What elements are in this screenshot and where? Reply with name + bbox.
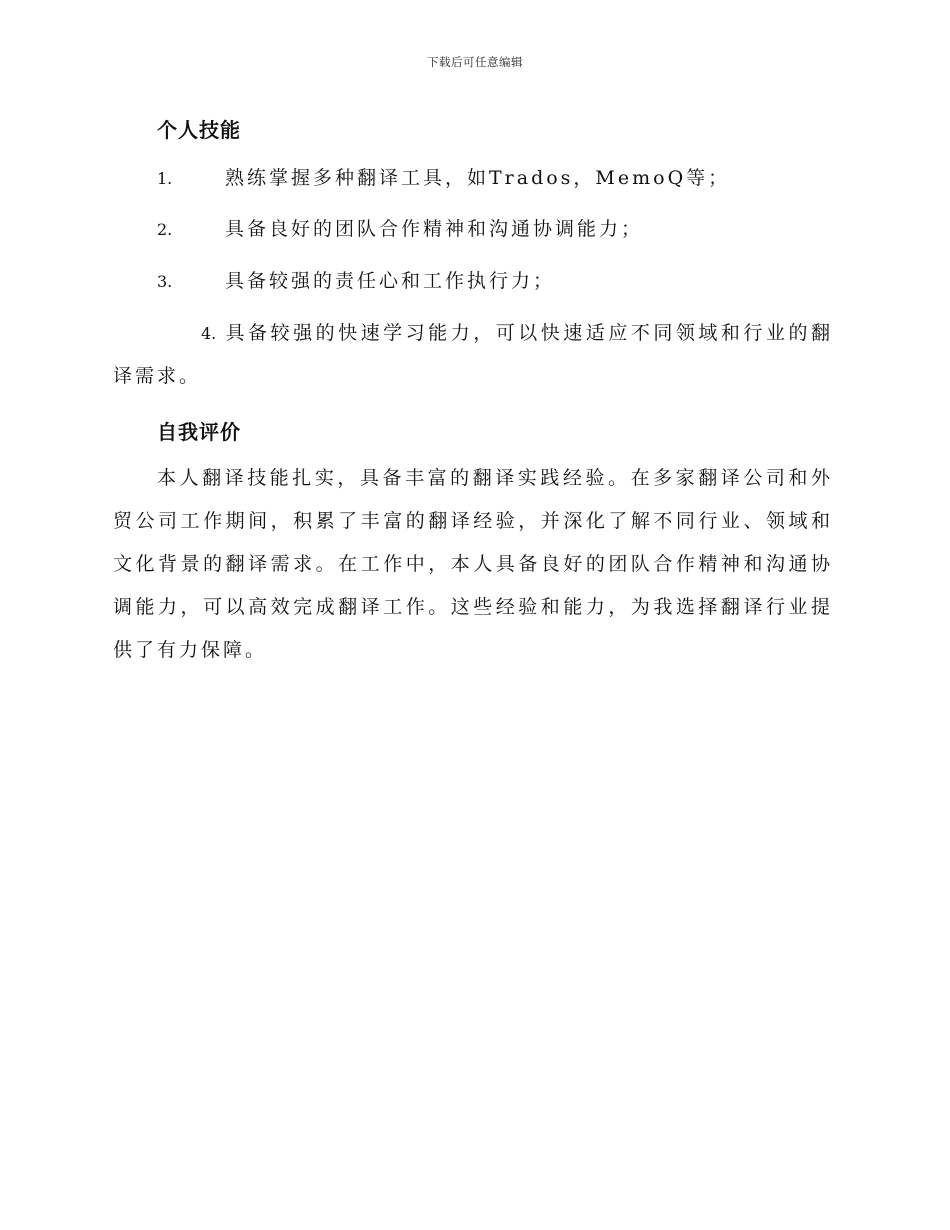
skill-item-2-text: 具备良好的团队合作精神和沟通协调能力； <box>225 218 644 240</box>
skill-item-2-number: 2. <box>157 220 173 239</box>
skill-item-3 <box>157 260 833 303</box>
header-note: 下载后可任意编辑 <box>427 55 523 69</box>
skill-item-3-number: 3. <box>157 272 173 291</box>
skill-item-1 <box>157 157 833 200</box>
self-evaluation-heading: 自我评价 <box>157 420 241 444</box>
skill-item-1-number: 1. <box>157 169 173 188</box>
skill-item-2 <box>157 208 833 251</box>
skill-item-1-text: 熟练掌握多种翻译工具，如Trados，MemoQ等； <box>225 167 731 189</box>
skill-item-4-text: 具备较强的快速学习能力，可以快速适应不同领域和行业的翻译需求。 <box>113 322 833 387</box>
skills-heading: 个人技能 <box>157 118 241 142</box>
skill-item-3-text: 具备较强的责任心和工作执行力； <box>225 270 556 292</box>
self-evaluation-paragraph: 本人翻译技能扎实，具备丰富的翻译实践经验。在多家翻译公司和外贸公司工作期间，积累了丰富的翻译经验，并深化了解不同行业、领域和文化背景的翻译需求。在工作中，本人具备良好的团队合作精神和沟通协调能力，可以高效完成翻译工作。这些经验和能力，为我选择翻译行业提供了有力保障。 <box>113 467 833 661</box>
skill-item-4 <box>113 312 833 398</box>
skill-item-4-number: 4. <box>201 324 217 343</box>
